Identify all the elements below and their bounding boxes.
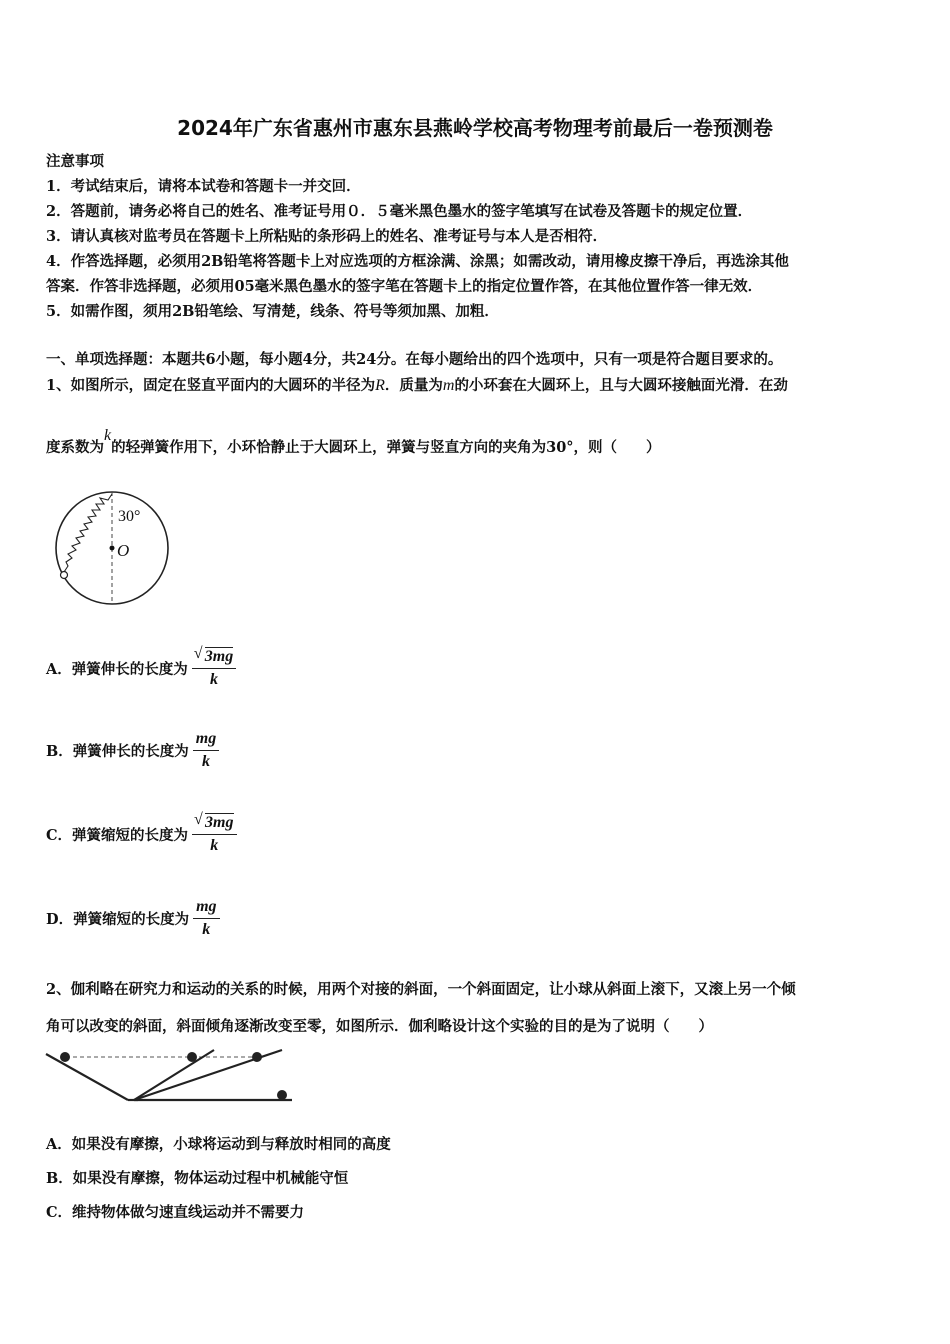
q1-stem-line1: 1、如图所示，固定在竖直平面内的大圆环的半径为R．质量为m的小环套在大圆环上，且与大圆环接触面光滑．在劲 [46,377,788,394]
ball-steep [187,1052,197,1062]
center-point [110,546,115,551]
spring [64,494,112,572]
q2-option-c[interactable]: C．维持物体做匀速直线运动并不需要力 [46,1204,305,1221]
q2-stem-line2: 角可以改变的斜面，斜面倾角逐渐改变至零，如图所示．伽利略设计这个实验的目的是为了说明（ ） [46,1018,713,1035]
q2-option-a[interactable]: A．如果没有摩擦，小球将运动到与释放时相同的高度 [46,1136,391,1153]
q1-option-c[interactable]: C．弹簧缩短的长度为 √ 3mg k [46,814,237,855]
q2-option-b[interactable]: B．如果没有摩擦，物体运动过程中机械能守恒 [46,1170,349,1187]
notice-heading: 注意事项 [46,153,104,170]
var-k: k [104,427,112,444]
center-label: O [117,541,130,560]
notice-item-4-cont: 答案．作答非选择题，必须用05毫米黑色墨水的签字笔在答题卡上的指定位置作答，在其他位置作答一律无效． [46,278,763,295]
q1-option-b[interactable]: B．弹簧伸长的长度为 $\frac{mg}{k}$ [46,730,219,771]
ball-horizontal [277,1090,287,1100]
fraction-a: √ 3mg k [192,648,236,689]
fraction-b: $\frac{mg}{k}$ [193,730,219,771]
q2-inclined-plane-figure [44,1046,294,1108]
page-title: 2024年广东省惠州市惠东县燕岭学校高考物理考前最后一卷预测卷 [177,116,773,140]
var-R: R [375,377,385,394]
fraction-c: √ 3mg k [192,814,236,855]
notice-item-3: 3．请认真核对监考员在答题卡上所粘贴的条形码上的姓名、准考证号与本人是否相符． [46,228,608,245]
q1-option-a[interactable]: A．弹簧伸长的长度为 √ 3mg k [46,648,236,689]
section-heading: 一、单项选择题：本题共6小题，每小题4分，共24分。在每小题给出的四个选项中，只有一项是符合题目要求的。 [46,351,783,368]
fixed-slope [46,1054,128,1100]
notice-item-4: 4．作答选择题，必须用2B铅笔将答题卡上对应选项的方框涂满、涂黑；如需改动，请用橡皮擦干净后，再选涂其他 [46,253,789,270]
angle-label: 30° [118,508,141,525]
ball-gentle [252,1052,262,1062]
notice-item-1: 1．考试结束后，请将本试卷和答题卡一并交回． [46,178,361,195]
var-m: m [442,377,455,394]
q1-stem-line2: 度系数为k的轻弹簧作用下，小环恰静止于大圆环上，弹簧与竖直方向的夹角为30°，则（ ） [46,427,661,456]
small-ring [61,572,68,579]
q1-ring-figure [48,488,178,608]
fraction-d: $\frac{mg}{k}$ [193,898,219,939]
notice-item-2: 2．答题前，请务必将自己的姓名、准考证号用０．５毫米黑色墨水的签字笔填写在试卷及答题卡的规定位置． [46,203,753,220]
q2-stem-line1: 2、伽利略在研究力和运动的关系的时候，用两个对接的斜面，一个斜面固定，让小球从斜面上滚下，又滚上另一个倾 [46,981,796,998]
q1-option-d[interactable]: D．弹簧缩短的长度为 $\frac{mg}{k}$ [46,898,220,939]
ball-start [60,1052,70,1062]
notice-item-5: 5．如需作图，须用2B铅笔绘、写清楚，线条、符号等须加黑、加粗． [46,303,499,320]
